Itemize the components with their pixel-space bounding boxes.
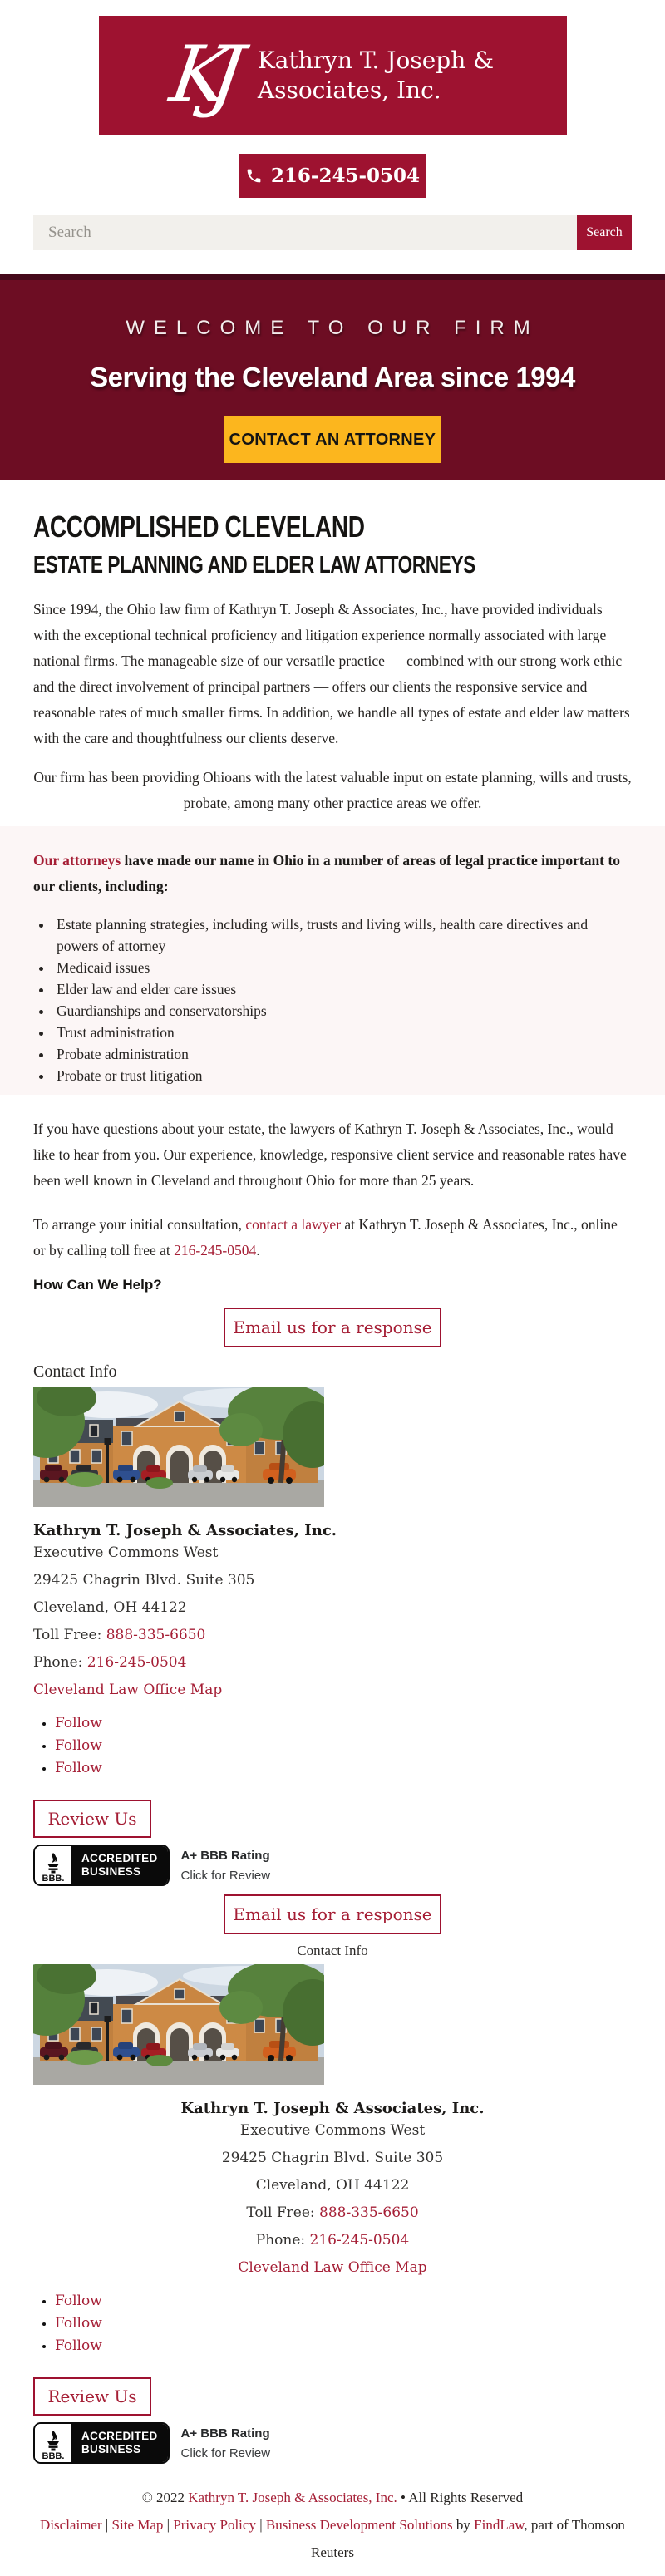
- social-follow-list: [33, 1712, 632, 1780]
- phone-number-label: 216-245-0504: [270, 165, 421, 187]
- arrange-paragraph: To arrange your initial consultation, contact a lawyer at Kathryn T. Joseph & Associates, Inc., online or by calling toll free at 216-245-0504.: [33, 1216, 618, 1259]
- bbb-logo-text: BBB.: [42, 2451, 65, 2462]
- copyright-line: © 2022 Kathryn T. Joseph & Associates, Inc. • All Rights Reserved: [141, 2490, 524, 2506]
- address-line: Executive Commons West: [239, 2122, 426, 2140]
- contact-firm-name: Kathryn T. Joseph & Associates, Inc.: [33, 1522, 337, 1540]
- follow-link[interactable]: Follow: [55, 2293, 102, 2310]
- hero-eyebrow: WELCOME TO OUR FIRM: [126, 317, 539, 339]
- bbb-torch-icon: [44, 2431, 62, 2452]
- list-item: • Estate planning strategies, including wills, trusts and living wills, health care directives and powers of attorney: [53, 914, 632, 957]
- list-item: [55, 2312, 632, 2335]
- follow-link[interactable]: Follow: [55, 1715, 102, 1732]
- footer-firm-link[interactable]: Kathryn T. Joseph & Associates, Inc.: [188, 2490, 397, 2506]
- footer-links-line: Disclaimer | Site Map | Privacy Policy | Business Development Solutions by FindLaw, part of Thomson Reuters: [40, 2517, 625, 2561]
- bbb-rating-label: A+ BBB Rating: [180, 2426, 270, 2441]
- site-map-link[interactable]: Site Map: [111, 2517, 164, 2534]
- kj-monogram-icon: KJ: [165, 30, 231, 121]
- address-line: 29425 Chagrin Blvd. Suite 305: [33, 1572, 255, 1589]
- review-us-button[interactable]: Review Us: [33, 2377, 151, 2416]
- follow-link[interactable]: Follow: [55, 2315, 102, 2332]
- phone-call-button[interactable]: [239, 154, 426, 198]
- bbb-rating-label: A+ BBB Rating: [180, 1848, 270, 1863]
- intro-paragraph-1: Since 1994, the Ohio law firm of Kathryn T. Joseph & Associates, Inc., have provided individuals with the exceptional technical proficiency and litigation experience normally associated with large national firms. The manageable size of our versatile practice — combined with our strong work ethic and the direct involvement of principal partners — offers our clients the responsive service and reasonable rates of much smaller firms. In addition, we handle all types of estate and elder law matters with the care and thoughtfulness our clients deserve.: [33, 601, 630, 747]
- follow-link[interactable]: Follow: [55, 1760, 102, 1777]
- office-map-link[interactable]: Cleveland Law Office Map: [33, 1682, 223, 1699]
- office-map-link[interactable]: Cleveland Law Office Map: [238, 2259, 427, 2277]
- follow-link[interactable]: Follow: [55, 2337, 102, 2355]
- privacy-policy-link[interactable]: Privacy Policy: [173, 2517, 256, 2534]
- phone-line: Phone: 216-245-0504: [33, 1654, 187, 1672]
- firm-logo[interactable]: [99, 16, 567, 135]
- page-footer: [33, 2484, 632, 2576]
- address-line: Cleveland, OH 44122: [255, 2177, 410, 2194]
- list-item: • Probate or trust litigation: [53, 1065, 632, 1086]
- findlaw-link[interactable]: FindLaw: [474, 2517, 525, 2534]
- practice-areas-section: [0, 826, 665, 1095]
- list-item: • Probate administration: [53, 1043, 632, 1065]
- search-bar: [33, 215, 632, 250]
- hero-title: Serving the Cleveland Area since 1994: [90, 362, 575, 392]
- address-line: 29425 Chagrin Blvd. Suite 305: [221, 2150, 444, 2167]
- intro-paragraph-2: Our firm has been providing Ohioans with the latest valuable input on estate planning, wills and trusts, probate, among many other practice areas we offer.: [33, 769, 632, 812]
- main-content: [0, 510, 665, 2576]
- our-attorneys-link[interactable]: Our attorneys: [33, 851, 121, 869]
- tollfree-line: Toll Free: 888-335-6650: [33, 1627, 206, 1644]
- phone-line: Phone: 216-245-0504: [255, 2232, 410, 2249]
- search-input[interactable]: [33, 215, 577, 250]
- hero-banner: [0, 274, 665, 480]
- office-phone-link[interactable]: 216-245-0504: [309, 2232, 410, 2249]
- review-us-button[interactable]: Review Us: [33, 1800, 151, 1838]
- site-header: [0, 16, 665, 250]
- bbb-click-for-review-link[interactable]: Click for Review: [180, 2445, 271, 2460]
- list-item: • Trust administration: [53, 1022, 632, 1043]
- bbb-logo-text: BBB.: [42, 1874, 65, 1884]
- bbb-accredited-badge[interactable]: [33, 1845, 170, 1886]
- email-us-button[interactable]: Email us for a response: [224, 1894, 441, 1934]
- contact-attorney-button[interactable]: CONTACT AN ATTORNEY: [224, 416, 441, 463]
- address-line: Cleveland, OH 44122: [33, 1599, 187, 1617]
- contact-address: [33, 2117, 632, 2282]
- list-item: [55, 2335, 632, 2357]
- office-phone-link[interactable]: 216-245-0504: [86, 1654, 187, 1672]
- tollfree-line: Toll Free: 888-335-6650: [246, 2204, 419, 2222]
- page-title: ACCOMPLISHED CLEVELAND ESTATE PLANNING AND ELDER LAW ATTORNEYS: [33, 510, 475, 579]
- email-us-button[interactable]: Email us for a response: [224, 1308, 441, 1347]
- business-development-solutions-link[interactable]: Business Development Solutions: [265, 2517, 453, 2534]
- contact-firm-name: Kathryn T. Joseph & Associates, Inc.: [180, 2100, 485, 2118]
- firm-name: Kathryn T. Joseph & Associates, Inc.: [257, 47, 495, 104]
- bbb-accredited-badge[interactable]: [33, 2422, 170, 2464]
- bbb-torch-icon: [44, 1853, 62, 1874]
- disclaimer-link[interactable]: Disclaimer: [40, 2517, 102, 2534]
- office-building-photo: [33, 1964, 324, 2085]
- list-item: [55, 1757, 632, 1780]
- contact-address: [33, 1539, 632, 1704]
- list-item: • Elder law and elder care issues: [53, 978, 632, 1000]
- questions-paragraph: If you have questions about your estate, the lawyers of Kathryn T. Joseph & Associates, Inc., would like to hear from you. Our experience, knowledge, responsive client service and reasonable rates have been well known in Cleveland and throughout Ohio for more than 25 years.: [33, 1121, 627, 1189]
- search-button[interactable]: Search: [577, 215, 632, 250]
- toll-free-phone-link[interactable]: 216-245-0504: [174, 1242, 257, 1259]
- social-follow-list: [33, 2290, 632, 2357]
- contact-a-lawyer-link[interactable]: contact a lawyer: [245, 1216, 342, 1234]
- practice-lead: Our attorneys have made our name in Ohio in a number of areas of legal practice important to our clients, including:: [33, 851, 620, 894]
- phone-icon: [245, 167, 263, 185]
- tollfree-phone-link[interactable]: 888-335-6650: [319, 2204, 419, 2222]
- contact-info-heading: Contact Info: [33, 1362, 117, 1382]
- bbb-rating-widget: [33, 2422, 632, 2464]
- tollfree-phone-link[interactable]: 888-335-6650: [106, 1627, 206, 1644]
- practice-areas-list: [33, 914, 632, 1086]
- bbb-rating-widget: [33, 1845, 632, 1886]
- list-item: • Medicaid issues: [53, 957, 632, 978]
- bbb-click-for-review-link[interactable]: Click for Review: [180, 1868, 271, 1883]
- bbb-accredited-text: ACCREDITED BUSINESS: [71, 2424, 168, 2462]
- office-building-photo: [33, 1387, 324, 1507]
- follow-link[interactable]: Follow: [55, 1737, 102, 1755]
- list-item: • Guardianships and conservatorships: [53, 1000, 632, 1022]
- contact-info-heading: Contact Info: [297, 1943, 368, 1959]
- bbb-accredited-text: ACCREDITED BUSINESS: [71, 1846, 168, 1884]
- list-item: [55, 1712, 632, 1735]
- how-can-we-help-heading: How Can We Help?: [33, 1277, 162, 1293]
- list-item: [55, 1735, 632, 1757]
- address-line: Executive Commons West: [33, 1544, 219, 1562]
- list-item: [55, 2290, 632, 2312]
